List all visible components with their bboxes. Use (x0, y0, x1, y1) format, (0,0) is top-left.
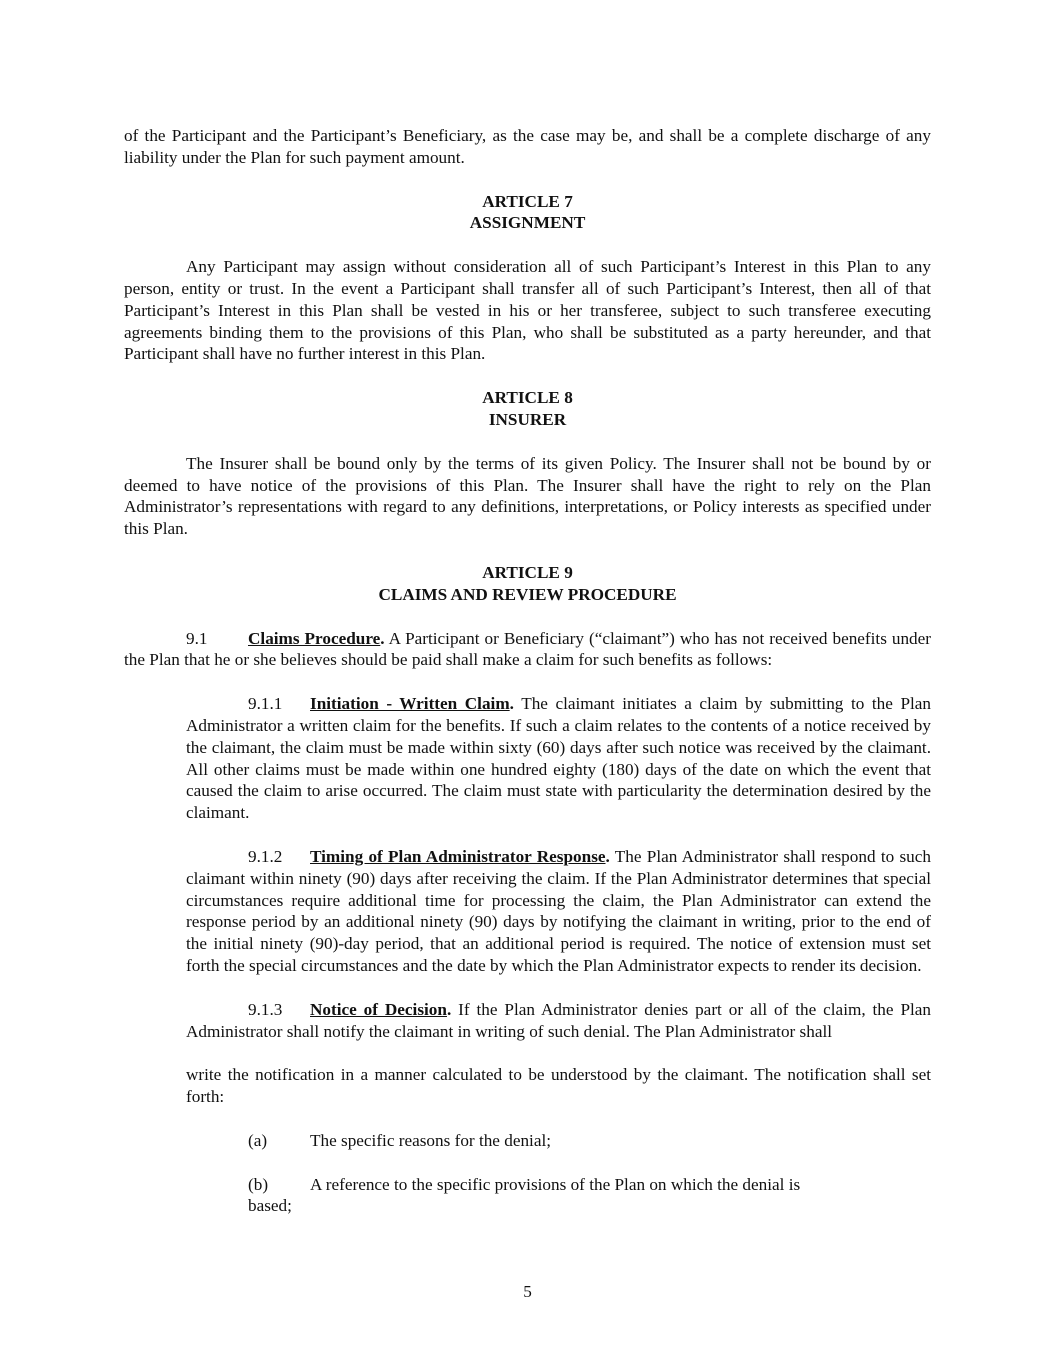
intro-paragraph: of the Participant and the Participant’s Beneficiary, as the case may be, and shall be a complete discharge of any liability under the Plan for such payment amount. (124, 126, 931, 167)
section-9-1-text: A Participant or Beneficiary (“claimant”) who has not received benefits under the Plan that he or she believes should be paid shall make a claim for such benefits as follows: (124, 628, 932, 670)
section-9-1-1-label: 9.1.1 (248, 694, 283, 714)
section-9-1-1: 9.1.1 Initiation - Written Claim. The claimant initiates a claim by submitting to the Plan Administrator a written claim for the benefits. If such a claim relates to the contents of a notice received by the claimant, the claim must be made within sixty (60) days after such notice was received by the claimant. All other claims must be made within one hundred eighty (180) days of the date on which the event that caused the claim to arise occurred. The claim must state with particularity the determination desired by the claimant. (186, 694, 931, 823)
article-7-text: Any Participant may assign without consideration all of such Participant’s Interest in this Plan to any person, entity or trust. In the event a Participant shall transfer all of such Participant’s Interest, then all of that Participant’s Interest in this Plan shall be vested in his or her transferee, subject to such transferee executing agreements binding them to the provisions of this Plan, who shall be substituted as a party hereunder, and that Participant shall have no further interest in this Plan. (124, 257, 931, 364)
section-9-1-label: 9.1 (186, 628, 208, 648)
section-9-1-3-label: 9.1.3 (248, 999, 283, 1019)
section-9-1-2-heading: Timing of Plan Administrator Response (310, 846, 606, 866)
section-9-1-3: 9.1.3 Notice of Decision. If the Plan Administrator denies part or all of the claim, the Plan Administrator shall notify the claimant in writing of such denial. The Plan Administrator shall (186, 999, 931, 1041)
section-9-1-3-continuation: write the notification in a manner calculated to be understood by the claimant. The notification shall set forth: (186, 1065, 931, 1107)
section-9-1-3-text: If the Plan Administrator denies part or all of the claim, the Plan Administrator shall notify the claimant in writing of such denial. The Plan Administrator shall (186, 999, 931, 1041)
section-9-1-heading: Claims Procedure (248, 628, 381, 648)
list-item-a (248, 1130, 931, 1152)
section-9-1: 9.1 Claims Procedure. A Participant or Beneficiary (“claimant”) who has not received benefits under the Plan that he or she believes should be paid shall make a claim for such benefits as follows: (124, 628, 932, 670)
page-number: 5 (523, 1282, 532, 1301)
section-9-1-2: 9.1.2 Timing of Plan Administrator Response. The Plan Administrator shall respond to such claimant within ninety (90) days after receiving the claim. If the Plan Administrator determines that special circumstances require additional time for processing the claim, the Plan Administrator can extend the response period by an additional ninety (90) days by notifying the claimant in writing, prior to the end of the initial ninety (90)-day period, that an additional period is required. The notice of extension must set forth the special circumstances and the date by which the Plan Administrator expects to render its decision. (186, 846, 931, 975)
article-8-text: The Insurer shall be bound only by the terms of its given Policy. The Insurer shall not be bound by or deemed to have notice of the provisions of this Plan. The Insurer shall have the right to rely on the Plan Administrator’s representations with regard to any definitions, interpretations, or Policy interests as specified under this Plan. (124, 453, 931, 539)
list-item-b-tail: based; (248, 1196, 292, 1216)
list-item-b (248, 1174, 931, 1196)
section-9-1-1-text: The claimant initiates a claim by submitting to the Plan Administrator a written claim for the benefits. If such a claim relates to the contents of a notice received by the claimant, the claim must be made within sixty (60) days after such notice was received by the claimant. All other claims must be made within one hundred eighty (180) days of the date on which the event that caused the claim to arise occurred. The claim must state with particularity the determination desired by the claimant. (186, 694, 931, 823)
article-8-title: INSURER (488, 409, 567, 429)
section-9-1-2-text: The Plan Administrator shall respond to such claimant within ninety (90) days after receiving the claim. If the Plan Administrator determines that special circumstances require additional time for processing the claim, the Plan Administrator can extend the response period by an additional ninety (90) days by notifying the claimant in writing, prior to the end of the initial ninety (90)-day period, that an additional period is required. The notice of extension must set forth the special circumstances and the date by which the Plan Administrator expects to render its decision. (186, 846, 931, 975)
article-7-title: ASSIGNMENT (469, 213, 586, 233)
article-7-number: ARTICLE 7 (482, 191, 573, 211)
article-9-number: ARTICLE 9 (482, 562, 573, 582)
article-9-title: CLAIMS AND REVIEW PROCEDURE (378, 584, 677, 604)
list-item-b-text: A reference to the specific provisions of the Plan on which the denial is (310, 1174, 801, 1194)
list-item-a-mark: (a) (248, 1130, 268, 1150)
list-item-b-mark: (b) (248, 1174, 269, 1194)
article-8-number: ARTICLE 8 (482, 388, 573, 408)
section-9-1-1-heading: Initiation - Written Claim (310, 694, 510, 714)
list-item-a-text: The specific reasons for the denial; (310, 1130, 552, 1150)
section-9-1-2-label: 9.1.2 (248, 846, 283, 866)
document-page (124, 125, 931, 1217)
section-9-1-3-heading: Notice of Decision (310, 999, 447, 1019)
